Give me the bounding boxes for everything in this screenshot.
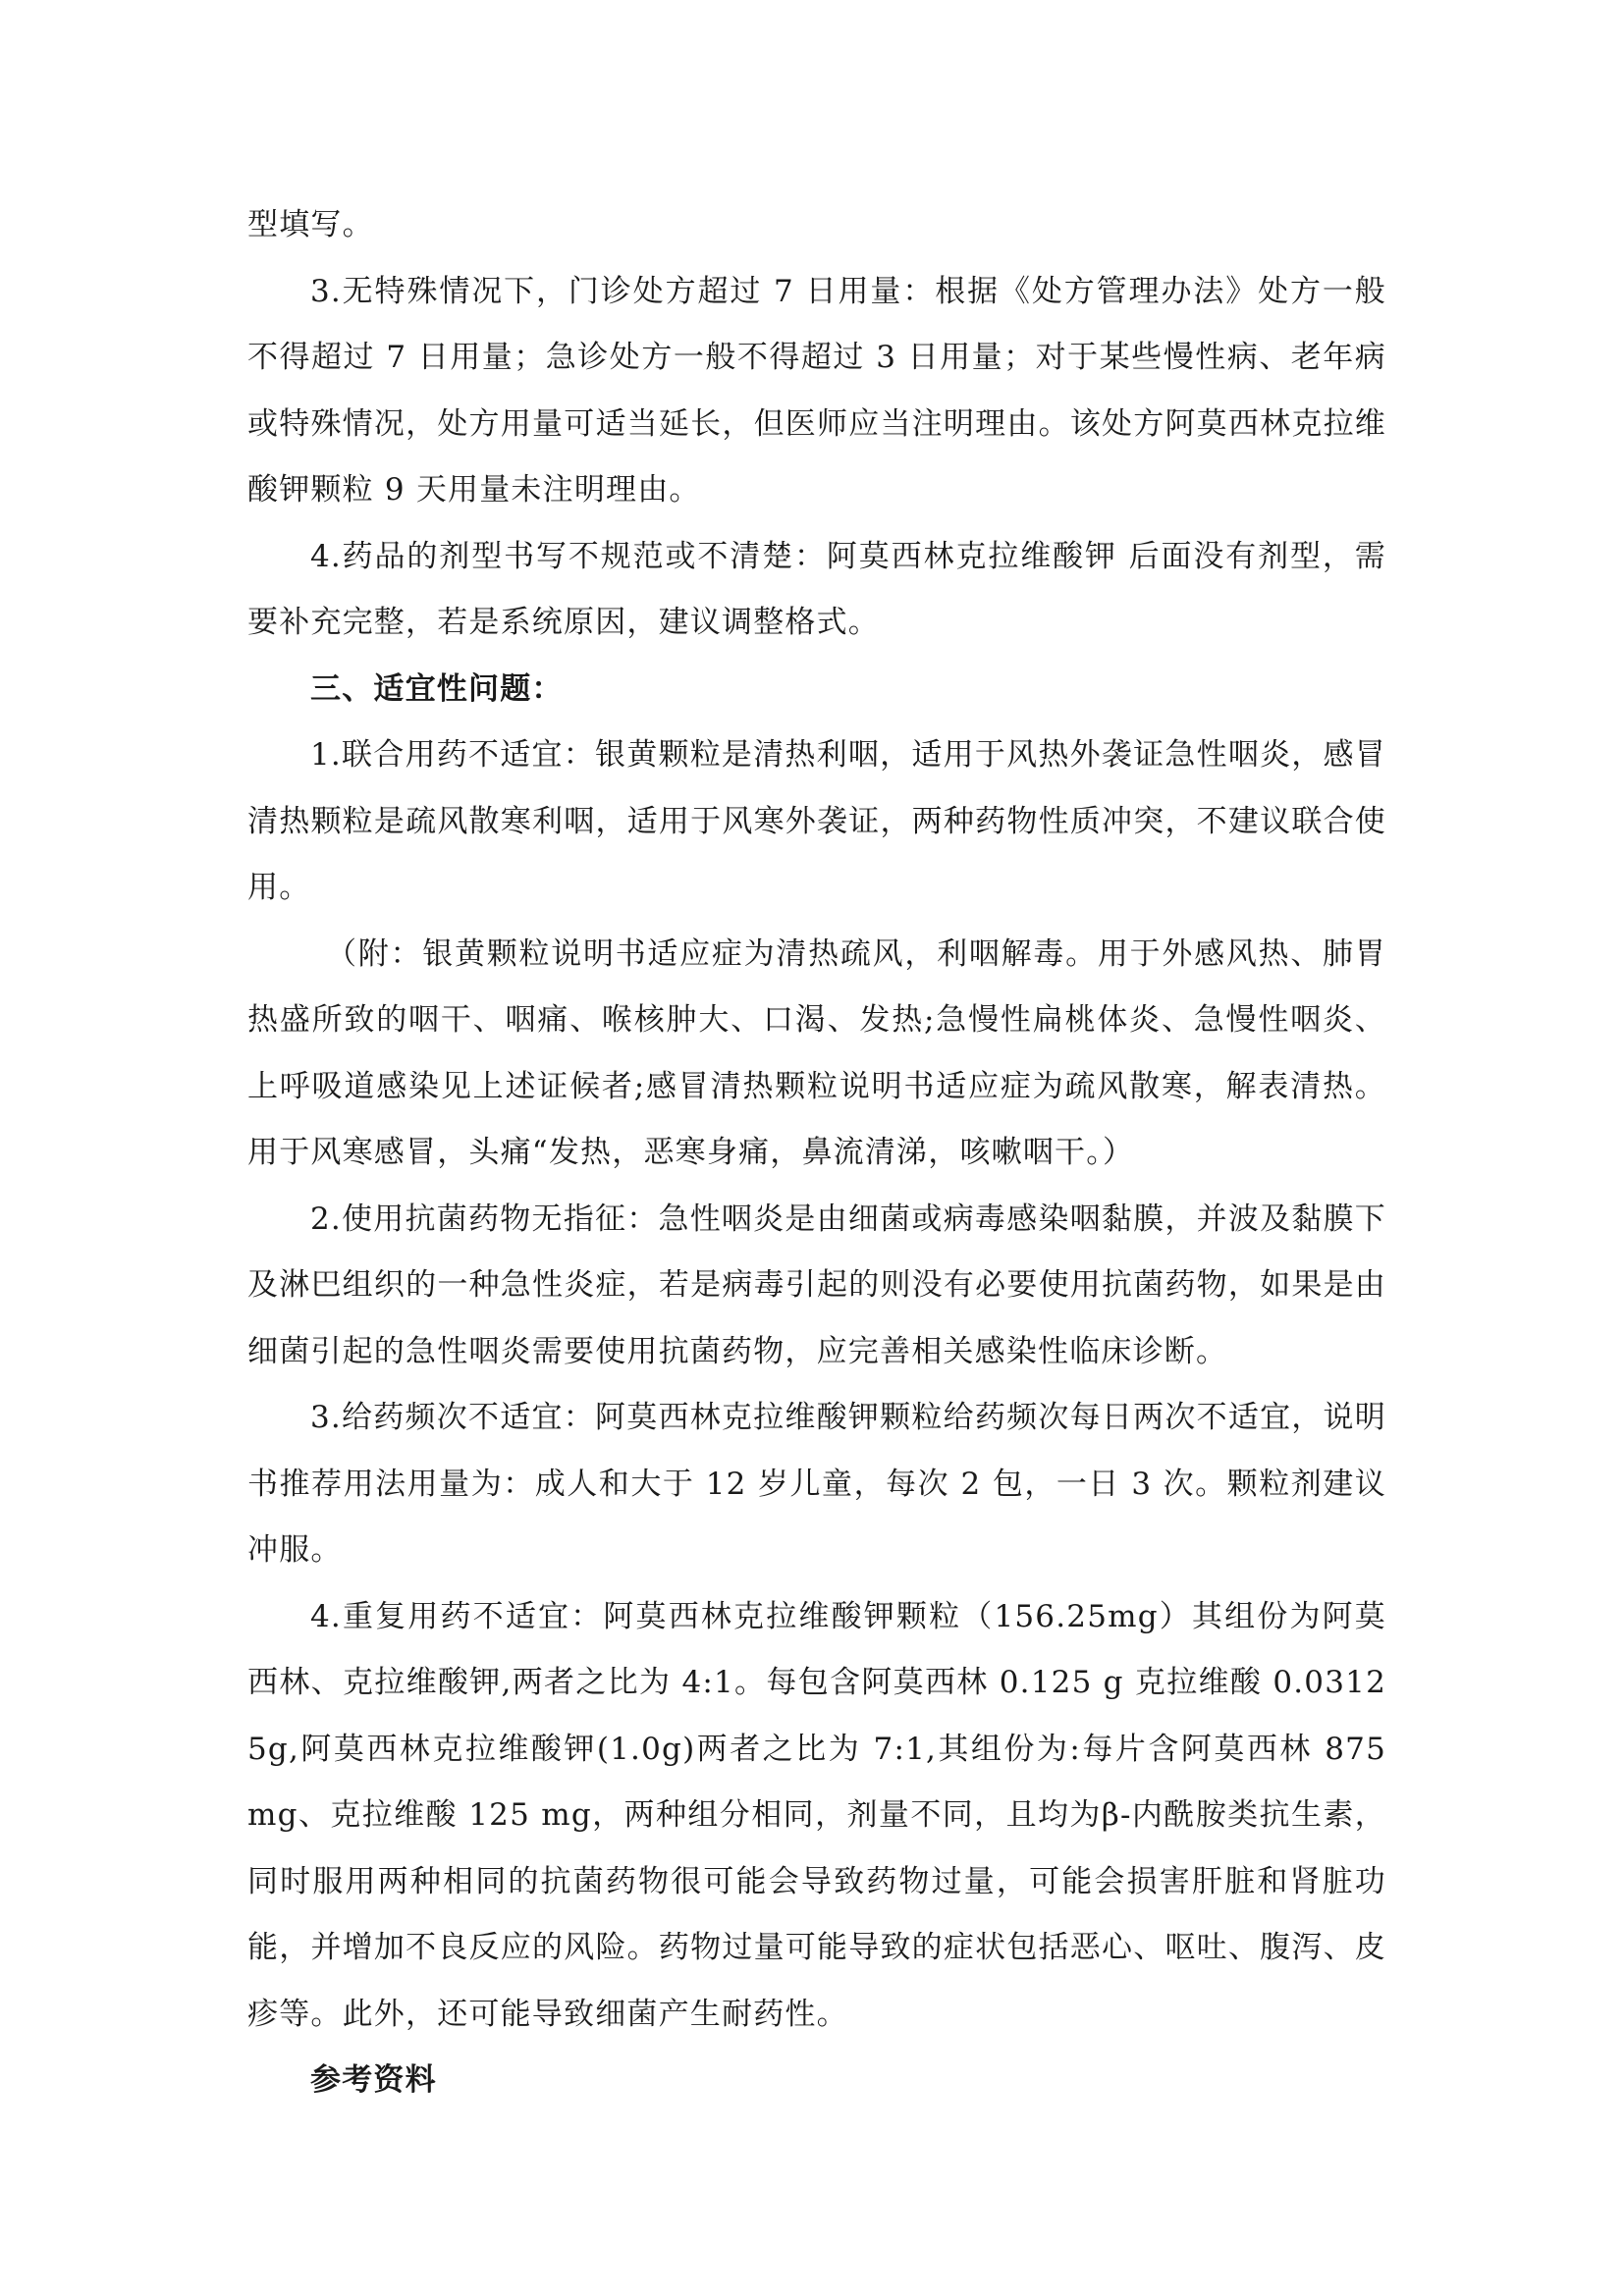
paragraph-item-3: 3.无特殊情况下，门诊处方超过 7 日用量：根据《处方管理办法》处方一般不得超过 7 日用量；急诊处方一般不得超过 3 日用量；对于某些慢性病、老年病或特殊情况，处方用量可适当延长，但医师应当注明理由。该处方阿莫西林克拉维酸钾颗粒 9 天用量未注明理由。 [247,273,1386,507]
paragraph-combination-issue: 1.联合用药不适宜：银黄颗粒是清热利咽，适用于风热外袭证急性咽炎，感冒清热颗粒是疏风散寒利咽，适用于风寒外袭证，两种药物性质冲突，不建议联合使用。 [247,737,1386,905]
paragraph-duplicate-medication: 4.重复用药不适宜：阿莫西林克拉维酸钾颗粒（156.25mg）其组份为阿莫西林、克拉维酸钾,两者之比为 4:1。每包含阿莫西林 0.125 g 克拉维酸 0.03125g,阿莫西林克拉维酸钾(1.0g)两者之比为 7:1,其组份为:每片含阿莫西林 875 mg、克拉维酸 125 mg，两种组分相同，剂量不同，且均为β-内酰胺类抗生素，同时服用两种相同的抗菌药物很可能会导致药物过量，可能会损害肝脏和肾脏功能，并增加不良反应的风险。药物过量可能导致的症状包括恶心、呕吐、腹泻、皮疹等。此外，还可能导致细菌产生耐药性。 [247,1598,1386,2032]
paragraph-appendix-note: （附：银黄颗粒说明书适应症为清热疏风，利咽解毒。用于外感风热、肺胃热盛所致的咽干、咽痛、喉核肿大、口渴、发热;急慢性扁桃体炎、急慢性咽炎、上呼吸道感染见上述证候者;感冒清热颗粒说明书适应症为疏风散寒，解表清热。用于风寒感冒，头痛“发热，恶寒身痛，鼻流清涕，咳嗽咽干。） [247,935,1386,1170]
paragraph-antibiotic-indication: 2.使用抗菌药物无指征：急性咽炎是由细菌或病毒感染咽黏膜，并波及黏膜下及淋巴组织的一种急性炎症，若是病毒引起的则没有必要使用抗菌药物，如果是由细菌引起的急性咽炎需要使用抗菌药物，应完善相关感染性临床诊断。 [247,1201,1386,1369]
paragraph-item-4: 4.药品的剂型书写不规范或不清楚：阿莫西林克拉维酸钾 后面没有剂型，需要补充完整，若是系统原因，建议调整格式。 [247,538,1386,640]
paragraph-continuation: 型填写。 [247,207,374,242]
document-page [247,192,1386,2114]
section-heading-references: 参考资料 [310,2062,437,2098]
section-heading-appropriateness: 三、适宜性问题： [310,670,564,707]
paragraph-frequency-issue: 3.给药频次不适宜：阿莫西林克拉维酸钾颗粒给药频次每日两次不适宜，说明书推荐用法用量为：成人和大于 12 岁儿童，每次 2 包，一日 3 次。颗粒剂建议冲服。 [247,1400,1386,1568]
